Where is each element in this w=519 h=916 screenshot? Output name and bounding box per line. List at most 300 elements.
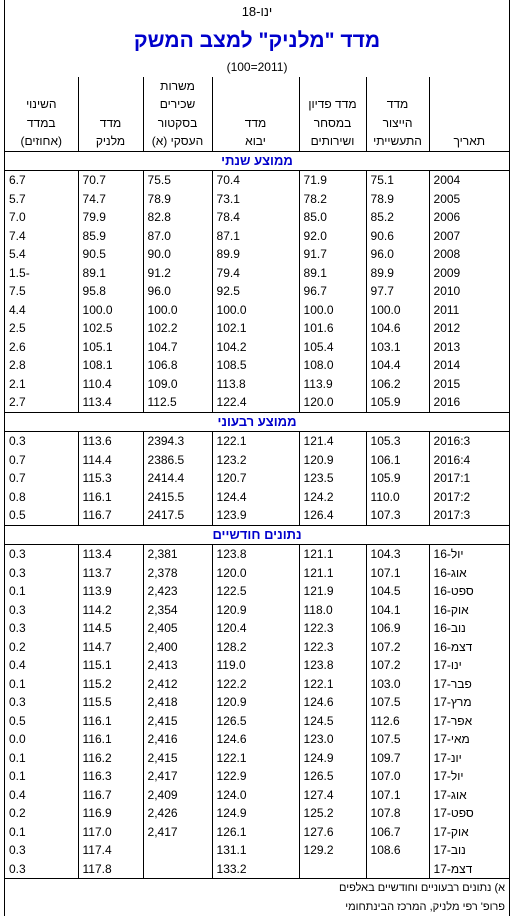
cell-value: 115.5 [78, 693, 143, 712]
row-date: 2016:3 [429, 432, 509, 451]
cell-value: 2,415 [143, 712, 212, 731]
row-date: 2017:1 [429, 469, 509, 488]
cell-value: 122.1 [299, 675, 366, 694]
table-row [5, 301, 509, 320]
footnote: פרופ' רפי מלניק, המרכז הבינתחומי [5, 898, 509, 916]
cell-value: 74.7 [78, 190, 143, 209]
cell-value: 120.9 [212, 601, 299, 620]
cell-value: 2,405 [143, 619, 212, 638]
cell-value: 126.5 [299, 767, 366, 786]
cell-value: 0.4 [5, 786, 78, 805]
cell-value: -1.5 [5, 264, 78, 283]
row-date: מרץ-17 [429, 693, 509, 712]
cell-value: 128.2 [212, 638, 299, 657]
table-row [5, 375, 509, 394]
cell-value: 122.3 [299, 638, 366, 657]
row-date: 2011 [429, 301, 509, 320]
cell-value: 116.7 [78, 786, 143, 805]
cell-value: 121.1 [299, 564, 366, 583]
cell-value: 124.4 [212, 488, 299, 507]
cell-value: 115.3 [78, 469, 143, 488]
header-melnick: מדד [78, 114, 143, 133]
header-trade: מדד פדיון [299, 95, 366, 114]
table-row [5, 749, 509, 768]
cell-value: 0.4 [5, 656, 78, 675]
cell-value: 0.1 [5, 749, 78, 768]
header-trade [299, 77, 366, 96]
row-date: נוב-16 [429, 619, 509, 638]
table-row [5, 171, 509, 190]
cell-value: 2,423 [143, 582, 212, 601]
table-row [5, 804, 509, 823]
cell-value: 5.7 [5, 190, 78, 209]
cell-value: 78.2 [299, 190, 366, 209]
cell-value: 105.9 [366, 393, 429, 412]
cell-value: 117.8 [78, 860, 143, 879]
cell-value: 123.8 [299, 656, 366, 675]
header-change: (אחוזים) [5, 132, 78, 151]
cell-value: 104.4 [366, 356, 429, 375]
header-imports [212, 77, 299, 96]
cell-value: 106.8 [143, 356, 212, 375]
cell-value: 101.6 [299, 319, 366, 338]
cell-value: 2,400 [143, 638, 212, 657]
header-employment: משרות [143, 77, 212, 96]
cell-value: 0.7 [5, 469, 78, 488]
cell-value: 124.0 [212, 786, 299, 805]
table-row [5, 264, 509, 283]
cell-value: 7.4 [5, 227, 78, 246]
row-date: ספט-17 [429, 804, 509, 823]
row-date: 2017:2 [429, 488, 509, 507]
cell-value: 0.5 [5, 506, 78, 525]
table-row [5, 227, 509, 246]
cell-value: 104.1 [366, 601, 429, 620]
cell-value: 5.4 [5, 245, 78, 264]
cell-value: 0.3 [5, 693, 78, 712]
header-change: השינוי [5, 95, 78, 114]
cell-value: 120.4 [212, 619, 299, 638]
cell-value: 113.4 [78, 545, 143, 564]
section-label: נתונים חודשיים [5, 525, 509, 545]
cell-value: 124.9 [299, 749, 366, 768]
cell-value: 85.0 [299, 208, 366, 227]
cell-value: 126.5 [212, 712, 299, 731]
row-date: 2008 [429, 245, 509, 264]
cell-value: 0.0 [5, 730, 78, 749]
row-date: ספט-16 [429, 582, 509, 601]
footnote-row [5, 898, 509, 916]
cell-value: 87.0 [143, 227, 212, 246]
cell-value: 123.8 [212, 545, 299, 564]
cell-value: 116.3 [78, 767, 143, 786]
row-date: אוק-16 [429, 601, 509, 620]
cell-value: 89.9 [212, 245, 299, 264]
cell-value: 102.2 [143, 319, 212, 338]
header-row [5, 132, 509, 151]
header-date [429, 95, 509, 114]
cell-value: 90.6 [366, 227, 429, 246]
cell-value: 78.9 [366, 190, 429, 209]
cell-value: 92.5 [212, 282, 299, 301]
spreadsheet [4, 0, 510, 916]
header-imports: יבוא [212, 132, 299, 151]
cell-value: 104.2 [212, 338, 299, 357]
cell-value [143, 841, 212, 860]
cell-value: 116.2 [78, 749, 143, 768]
base-year-note: (2011=100) [5, 58, 509, 77]
cell-value: 107.5 [366, 730, 429, 749]
cell-value: 122.2 [212, 675, 299, 694]
cell-value: 103.1 [366, 338, 429, 357]
section-header [5, 525, 509, 545]
table-row [5, 545, 509, 564]
cell-value: 124.9 [212, 804, 299, 823]
cell-value: 124.2 [299, 488, 366, 507]
table-row [5, 601, 509, 620]
cell-value: 107.2 [366, 638, 429, 657]
cell-value: 129.2 [299, 841, 366, 860]
cell-value: 120.9 [212, 693, 299, 712]
row-date: 2016:4 [429, 451, 509, 470]
cell-value: 113.6 [78, 432, 143, 451]
row-date: יול-17 [429, 767, 509, 786]
cell-value [143, 860, 212, 879]
cell-value: 123.9 [212, 506, 299, 525]
cell-value: 122.9 [212, 767, 299, 786]
cell-value: 112.6 [366, 712, 429, 731]
cell-value: 115.2 [78, 675, 143, 694]
cell-value: 107.3 [366, 506, 429, 525]
cell-value: 122.3 [299, 619, 366, 638]
cell-value: 119.0 [212, 656, 299, 675]
cell-value: 117.0 [78, 823, 143, 842]
cell-value: 0.3 [5, 564, 78, 583]
row-date: דצמ-17 [429, 860, 509, 879]
cell-value: 0.3 [5, 545, 78, 564]
header-employment: בסקטור [143, 114, 212, 133]
table-row [5, 488, 509, 507]
cell-value: 89.9 [366, 264, 429, 283]
table-row [5, 506, 509, 525]
cell-value: 2415.5 [143, 488, 212, 507]
cell-value: 0.3 [5, 601, 78, 620]
footnotes [5, 879, 509, 916]
header-trade: במסחר [299, 114, 366, 133]
header-employment: העסקי (א) [143, 132, 212, 151]
cell-value: 92.0 [299, 227, 366, 246]
cell-value: 2414.4 [143, 469, 212, 488]
cell-value: 96.7 [299, 282, 366, 301]
table-row [5, 638, 509, 657]
cell-value: 109.7 [366, 749, 429, 768]
cell-value: 121.1 [299, 545, 366, 564]
column-headers [5, 77, 509, 152]
table-row [5, 469, 509, 488]
header-change: במדד [5, 114, 78, 133]
row-date: 2009 [429, 264, 509, 283]
row-date: ינו-17 [429, 656, 509, 675]
table-row [5, 582, 509, 601]
table-row [5, 730, 509, 749]
cell-value: 100.0 [366, 301, 429, 320]
cell-value: 124.6 [299, 693, 366, 712]
cell-value: 96.0 [366, 245, 429, 264]
cell-value: 2,418 [143, 693, 212, 712]
table-row [5, 451, 509, 470]
table-row [5, 356, 509, 375]
table-row [5, 656, 509, 675]
cell-value: 2.6 [5, 338, 78, 357]
cell-value: 97.7 [366, 282, 429, 301]
cell-value: 2.8 [5, 356, 78, 375]
cell-value: 4.4 [5, 301, 78, 320]
cell-value: 0.1 [5, 675, 78, 694]
cell-value: 100.0 [143, 301, 212, 320]
cell-value: 6.7 [5, 171, 78, 190]
cell-value: 73.1 [212, 190, 299, 209]
cell-value: 105.3 [366, 432, 429, 451]
cell-value: 112.5 [143, 393, 212, 412]
row-date: 2007 [429, 227, 509, 246]
header-row [5, 95, 509, 114]
cell-value: 78.9 [143, 190, 212, 209]
header-industrial: מדד [366, 95, 429, 114]
sheet-title: מדד "מלניק" למצב המשק [5, 24, 509, 58]
section-header [5, 151, 509, 171]
header-industrial: התעשייתי [366, 132, 429, 151]
cell-value: 120.0 [299, 393, 366, 412]
row-date: 2016 [429, 393, 509, 412]
table-row [5, 564, 509, 583]
cell-value: 82.8 [143, 208, 212, 227]
row-date: פבר-17 [429, 675, 509, 694]
cell-value: 2,416 [143, 730, 212, 749]
header-employment: שכירים [143, 95, 212, 114]
cell-value: 104.7 [143, 338, 212, 357]
cell-value: 115.1 [78, 656, 143, 675]
cell-value: 2,409 [143, 786, 212, 805]
header-change [5, 77, 78, 96]
cell-value: 90.5 [78, 245, 143, 264]
cell-value: 107.2 [366, 656, 429, 675]
cell-value: 2394.3 [143, 432, 212, 451]
row-date: אוג-16 [429, 564, 509, 583]
cell-value: 127.4 [299, 786, 366, 805]
cell-value: 85.9 [78, 227, 143, 246]
cell-value [299, 860, 366, 879]
cell-value: 108.1 [78, 356, 143, 375]
row-date: אוג-17 [429, 786, 509, 805]
table-row [5, 841, 509, 860]
cell-value: 96.0 [143, 282, 212, 301]
cell-value: 104.3 [366, 545, 429, 564]
cell-value: 70.7 [78, 171, 143, 190]
cell-value: 124.6 [212, 730, 299, 749]
row-date: אוק-17 [429, 823, 509, 842]
cell-value: 116.1 [78, 730, 143, 749]
row-date: יול-16 [429, 545, 509, 564]
cell-value: 106.9 [366, 619, 429, 638]
cell-value: 131.1 [212, 841, 299, 860]
cell-value: 107.1 [366, 564, 429, 583]
cell-value: 120.9 [299, 451, 366, 470]
cell-value [366, 860, 429, 879]
header-imports [212, 95, 299, 114]
cell-value: 71.9 [299, 171, 366, 190]
cell-value: 118.0 [299, 601, 366, 620]
cell-value: 0.7 [5, 451, 78, 470]
cell-value: 123.5 [299, 469, 366, 488]
table-row [5, 319, 509, 338]
cell-value: 125.2 [299, 804, 366, 823]
cell-value: 2,412 [143, 675, 212, 694]
cell-value: 0.1 [5, 767, 78, 786]
cell-value: 123.0 [299, 730, 366, 749]
footnote-row [5, 879, 509, 898]
cell-value: 0.5 [5, 712, 78, 731]
table-row [5, 675, 509, 694]
cell-value: 107.0 [366, 767, 429, 786]
cell-value: 113.9 [299, 375, 366, 394]
sheet-date-label: ינו-18 [5, 0, 509, 24]
cell-value: 120.7 [212, 469, 299, 488]
cell-value: 87.1 [212, 227, 299, 246]
header-trade: ושירותים [299, 132, 366, 151]
header-industrial [366, 77, 429, 96]
cell-value: 126.1 [212, 823, 299, 842]
melnick-index-table [5, 0, 509, 916]
cell-value: 2,378 [143, 564, 212, 583]
cell-value: 0.3 [5, 432, 78, 451]
cell-value: 0.1 [5, 582, 78, 601]
table-row [5, 767, 509, 786]
row-date: 2010 [429, 282, 509, 301]
table-row [5, 338, 509, 357]
table-row [5, 282, 509, 301]
row-date: יונ-17 [429, 749, 509, 768]
table-row [5, 619, 509, 638]
table-row [5, 712, 509, 731]
cell-value: 105.4 [299, 338, 366, 357]
cell-value: 90.0 [143, 245, 212, 264]
cell-value: 105.9 [366, 469, 429, 488]
section-label: ממוצע שנתי [5, 151, 509, 171]
cell-value: 7.5 [5, 282, 78, 301]
cell-value: 2,417 [143, 823, 212, 842]
table-body [5, 151, 509, 879]
header-row [5, 114, 509, 133]
table-row [5, 786, 509, 805]
cell-value: 114.2 [78, 601, 143, 620]
cell-value: 110.4 [78, 375, 143, 394]
cell-value: 0.8 [5, 488, 78, 507]
table-row [5, 208, 509, 227]
cell-value: 0.2 [5, 638, 78, 657]
table-row [5, 432, 509, 451]
header-date [429, 77, 509, 96]
cell-value: 123.2 [212, 451, 299, 470]
cell-value: 103.0 [366, 675, 429, 694]
row-date: 2005 [429, 190, 509, 209]
cell-value: 2,381 [143, 545, 212, 564]
cell-value: 121.4 [299, 432, 366, 451]
cell-value: 85.2 [366, 208, 429, 227]
cell-value: 126.4 [299, 506, 366, 525]
cell-value: 100.0 [212, 301, 299, 320]
cell-value: 109.0 [143, 375, 212, 394]
cell-value: 2,413 [143, 656, 212, 675]
cell-value: 127.6 [299, 823, 366, 842]
table-row [5, 190, 509, 209]
cell-value: 104.6 [366, 319, 429, 338]
cell-value: 105.1 [78, 338, 143, 357]
cell-value: 121.9 [299, 582, 366, 601]
table-row [5, 693, 509, 712]
cell-value: 106.1 [366, 451, 429, 470]
cell-value: 0.3 [5, 841, 78, 860]
cell-value: 106.7 [366, 823, 429, 842]
cell-value: 104.5 [366, 582, 429, 601]
row-date: 2017:3 [429, 506, 509, 525]
cell-value: 107.5 [366, 693, 429, 712]
row-date: 2004 [429, 171, 509, 190]
cell-value: 114.4 [78, 451, 143, 470]
cell-value: 108.0 [299, 356, 366, 375]
cell-value: 2.5 [5, 319, 78, 338]
cell-value: 100.0 [78, 301, 143, 320]
footnote: א) נתונים רבעוניים וחודשיים באלפים [5, 879, 509, 898]
section-header [5, 412, 509, 432]
cell-value: 122.1 [212, 432, 299, 451]
row-date: 2014 [429, 356, 509, 375]
cell-value: 102.5 [78, 319, 143, 338]
header-row [5, 77, 509, 96]
header-melnick [78, 95, 143, 114]
cell-value: 133.2 [212, 860, 299, 879]
row-date: נוב-17 [429, 841, 509, 860]
cell-value: 110.0 [366, 488, 429, 507]
cell-value: 100.0 [299, 301, 366, 320]
cell-value: 2.1 [5, 375, 78, 394]
cell-value: 79.9 [78, 208, 143, 227]
cell-value: 70.4 [212, 171, 299, 190]
cell-value: 0.1 [5, 823, 78, 842]
cell-value: 116.7 [78, 506, 143, 525]
cell-value: 124.5 [299, 712, 366, 731]
row-date: דצמ-16 [429, 638, 509, 657]
cell-value: 0.3 [5, 860, 78, 879]
cell-value: 107.1 [366, 786, 429, 805]
header-imports: מדד [212, 114, 299, 133]
cell-value: 0.3 [5, 619, 78, 638]
cell-value: 89.1 [78, 264, 143, 283]
cell-value: 102.1 [212, 319, 299, 338]
header-melnick [78, 77, 143, 96]
cell-value: 91.7 [299, 245, 366, 264]
row-date: 2012 [429, 319, 509, 338]
cell-value: 116.9 [78, 804, 143, 823]
cell-value: 107.8 [366, 804, 429, 823]
cell-value: 89.1 [299, 264, 366, 283]
table-row [5, 823, 509, 842]
row-date: 2015 [429, 375, 509, 394]
cell-value: 122.1 [212, 749, 299, 768]
cell-value: 7.0 [5, 208, 78, 227]
cell-value: 2,417 [143, 767, 212, 786]
cell-value: 75.1 [366, 171, 429, 190]
cell-value: 78.4 [212, 208, 299, 227]
